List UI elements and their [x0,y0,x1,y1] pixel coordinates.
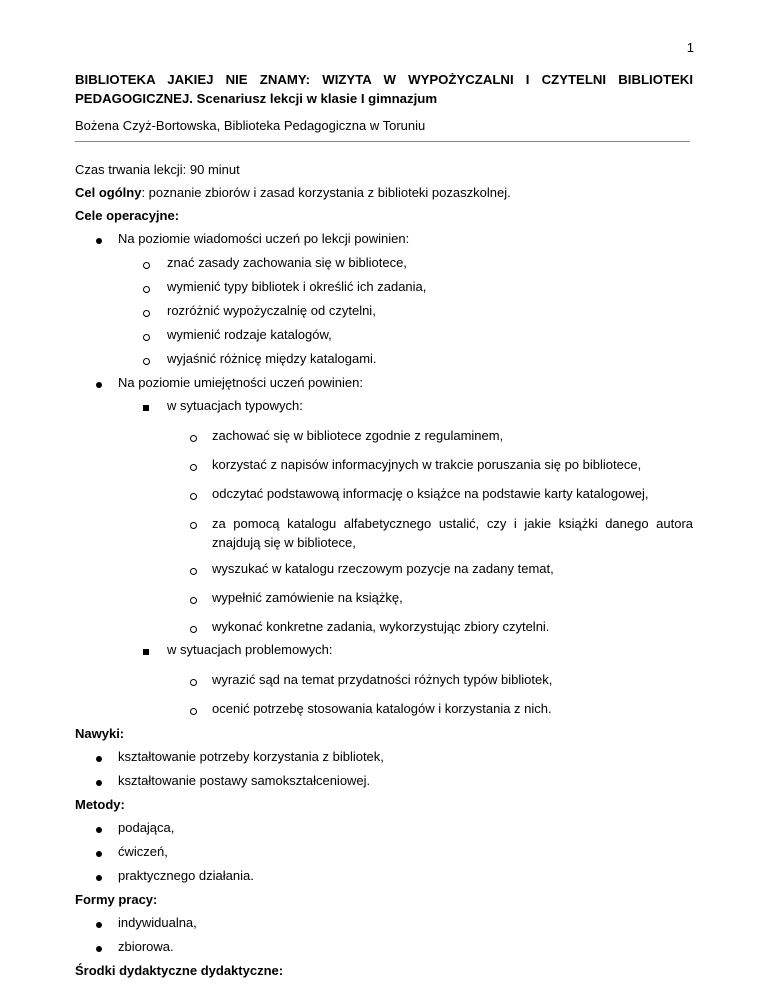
list-item: kształtowanie postawy samokształceniowej. [118,773,371,788]
list-item: indywidualna, [118,915,197,930]
list-item: wymienić typy bibliotek i określić ich zadania, [167,279,427,294]
bullet-icon [96,382,102,388]
habits-heading: Nawyki: [75,726,125,741]
circle-bullet-icon [143,286,150,293]
methods-heading: Metody: [75,797,125,812]
general-goal-text: : poznanie zbiorów i zasad korzystania z biblioteki pozaszkolnej. [141,185,511,200]
square-bullet-icon [143,649,149,655]
skills-intro: Na poziomie umiejętności uczeń powinien: [118,375,363,390]
bullet-icon [96,922,102,928]
list-item: korzystać z napisów informacyjnych w trakcie poruszania się po bibliotece, [212,457,642,472]
circle-bullet-icon [190,464,197,471]
list-item: ćwiczeń, [118,844,168,859]
list-item: odczytać podstawową informację o książce na podstawie karty katalogowej, [212,486,649,501]
typical-situations-label: w sytuacjach typowych: [167,398,303,413]
problem-situations-label: w sytuacjach problemowych: [167,642,333,657]
circle-bullet-icon [190,679,197,686]
circle-bullet-icon [190,597,197,604]
bullet-icon [96,851,102,857]
duration-line: Czas trwania lekcji: 90 minut [75,162,240,177]
title-line-1: BIBLIOTEKA JAKIEJ NIE ZNAMY: WIZYTA W WYPOŻYCZALNI I CZYTELNI BIBLIOTEKI [75,72,693,87]
circle-bullet-icon [190,522,197,529]
list-item: wypełnić zamówienie na książkę, [212,590,403,605]
circle-bullet-icon [190,568,197,575]
list-item: podająca, [118,820,175,835]
list-item: zbiorowa. [118,939,174,954]
bullet-icon [96,780,102,786]
list-item: wymienić rodzaje katalogów, [167,327,332,342]
list-item: wyrazić sąd na temat przydatności różnych typów bibliotek, [212,672,553,687]
circle-bullet-icon [143,262,150,269]
bullet-icon [96,238,102,244]
circle-bullet-icon [143,310,150,317]
list-item: znać zasady zachowania się w bibliotece, [167,255,407,270]
list-item: rozróżnić wypożyczalnię od czytelni, [167,303,376,318]
general-goal-label: Cel ogólny [75,185,142,200]
title-line-2: PEDAGOGICZNEJ. Scenariusz lekcji w klasie I gimnazjum [75,91,438,106]
list-item: wyjaśnić różnicę między katalogami. [167,351,377,366]
header-divider [75,141,690,142]
author-line: Bożena Czyż-Bortowska, Biblioteka Pedagogiczna w Toruniu [75,118,426,133]
circle-bullet-icon [190,626,197,633]
page-number: 1 [686,40,694,55]
circle-bullet-icon [143,358,150,365]
circle-bullet-icon [143,334,150,341]
list-item: praktycznego działania. [118,868,254,883]
bullet-icon [96,875,102,881]
list-item: za pomocą katalogu alfabetycznego ustalić, czy i jakie książki danego autora znajdują się w bibliotece, [212,516,693,550]
circle-bullet-icon [190,493,197,500]
list-item: ocenić potrzebę stosowania katalogów i korzystania z nich. [212,701,552,716]
document-title [75,70,693,108]
operational-goals-heading: Cele operacyjne: [75,208,180,223]
circle-bullet-icon [190,435,197,442]
bullet-icon [96,827,102,833]
circle-bullet-icon [190,708,197,715]
forms-heading: Formy pracy: [75,892,158,907]
list-item: zachować się w bibliotece zgodnie z regulaminem, [212,428,504,443]
list-item: kształtowanie potrzeby korzystania z bibliotek, [118,749,384,764]
square-bullet-icon [143,405,149,411]
general-goal [75,185,511,200]
list-item: wyszukać w katalogu rzeczowym pozycje na zadany temat, [212,561,554,576]
knowledge-intro: Na poziomie wiadomości uczeń po lekcji powinien: [118,231,410,246]
didactic-means-heading: Środki dydaktyczne dydaktyczne: [75,963,284,978]
bullet-icon [96,946,102,952]
list-item: wykonać konkretne zadania, wykorzystując zbiory czytelni. [212,619,550,634]
bullet-icon [96,756,102,762]
